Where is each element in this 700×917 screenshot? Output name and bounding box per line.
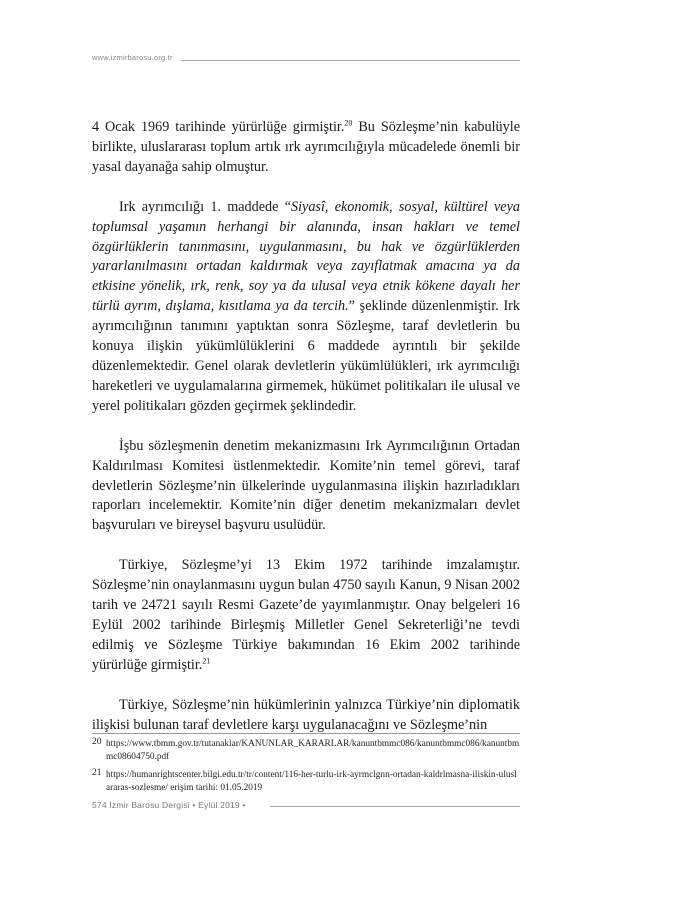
paragraph-4 xyxy=(92,556,520,675)
footnote-ref-20[interactable]: 20 xyxy=(344,118,353,128)
paragraph-1-text: 4 Ocak 1969 tarihinde yürürlüğe girmiştir. xyxy=(92,119,345,135)
footnotes xyxy=(92,738,520,800)
body-text xyxy=(92,118,520,735)
paragraph-2 xyxy=(92,198,520,417)
footnote-separator xyxy=(92,733,520,734)
footnote-number: 21 xyxy=(92,768,102,778)
footnote-link[interactable]: https://www.tbmm.gov.tr/tutanaklar/KANUNLAR_KARARLAR/kanuntbmmc086/kanuntbmmc086/kanuntbmmc08604750.pdf xyxy=(106,739,520,762)
paragraph-1 xyxy=(92,118,520,178)
header-rule xyxy=(181,60,520,61)
paragraph-2-lead: Irk ayrımcılığı 1. maddede “ xyxy=(119,198,291,215)
footnote-link[interactable]: https://humanrightscenter.bilgi.edu.tr/tr/content/116-her-turlu-irk-ayrmclgnn-ortadan-kaldrlmasna-iliskin-uluslararas-sozlesme/ erişim tarihi: 01.05.2019 xyxy=(106,770,517,793)
footnote-number: 20 xyxy=(92,737,102,747)
footnote-20 xyxy=(92,738,520,764)
footnote-21 xyxy=(92,769,520,795)
header-url: www.izmirbarosu.org.tr xyxy=(92,53,173,62)
page-footer: 574 İzmir Barosu Dergisi • Eylül 2019 • xyxy=(92,800,246,810)
footnote-ref-21[interactable]: 21 xyxy=(202,656,211,666)
paragraph-5: Türkiye, Sözleşme’nin hükümlerinin yalnızca Türkiye’nin diplomatik ilişkisi bulunan taraf devletlere karşı uygulanacağını ve Sözleşme’nin xyxy=(92,696,520,733)
article-1-quote: Siyasî, ekonomik, sosyal, kültürel veya toplumsal yaşamın herhangi bir alanında, insan hakları ve temel özgürlüklerin tanınmasını, uygulanmasını, bu hak ve özgürlüklerden yararlanılmasını ortadan kaldırmak veya zayıflatmak amacına ya da etkisine yönelik, ırk, renk, soy ya da ulusal veya etnik kökene dayalı her türlü ayrım, dışlama, kısıtlama ya da tercih. xyxy=(92,198,520,315)
paragraph-2-rest: ” şeklinde düzenlenmiştir. Irk ayrımcılığının tanımını yaptıktan sonra Sözleşme, taraf devletlerin bu konuya ilişkin yükümlülüklerini 6 maddede ayrıntılı bir şekilde düzenlemektedir. Genel olarak devletlerin yükümlülükleri, ırk ayrımcılığı hareketleri ve uygulamalarına girmemek, hükümet politikaları ile ulusal ve yerel politikaları gözden geçirmek şeklindedir. xyxy=(92,298,520,414)
paragraph-3: İşbu sözleşmenin denetim mekanizmasını Irk Ayrımcılığının Ortadan Kaldırılması Komitesi üstlenmektedir. Komite’nin temel görevi, taraf devletlerin Sözleşme’nin ülkelerinde uygulanmasına ilişkin hazırladıkları raporları incelemektir. Komite’nin diğer denetim mekanizmaları devlet başvuruları ve bireysel başvuru usulüdür. xyxy=(92,437,520,534)
footer-rule xyxy=(270,806,520,807)
paragraph-4-text: Türkiye, Sözleşme’yi 13 Ekim 1972 tarihinde imzalamıştır. Sözleşme’nin onaylanmasını uygun bulan 4750 sayılı Kanun, 9 Nisan 2002 tarih ve 24721 sayılı Resmi Gazete’de yayımlanmıştır. Onay belgeleri 16 Eylül 2002 tarihinde Birleşmiş Milletler Genel Sekreterliği’ne tevdi edilmiş ve Sözleşme Türkiye bakımından 16 Ekim 2002 tarihinde yürürlüğe girmiştir. xyxy=(92,557,520,673)
paragraph-1-rest: Bu Sözleşme’nin kabulüyle birlikte, uluslararası toplum artık ırk ayrımcılığıyla mücadelede önemli bir yasal dayanağa sahip olmuştur. xyxy=(92,119,520,175)
